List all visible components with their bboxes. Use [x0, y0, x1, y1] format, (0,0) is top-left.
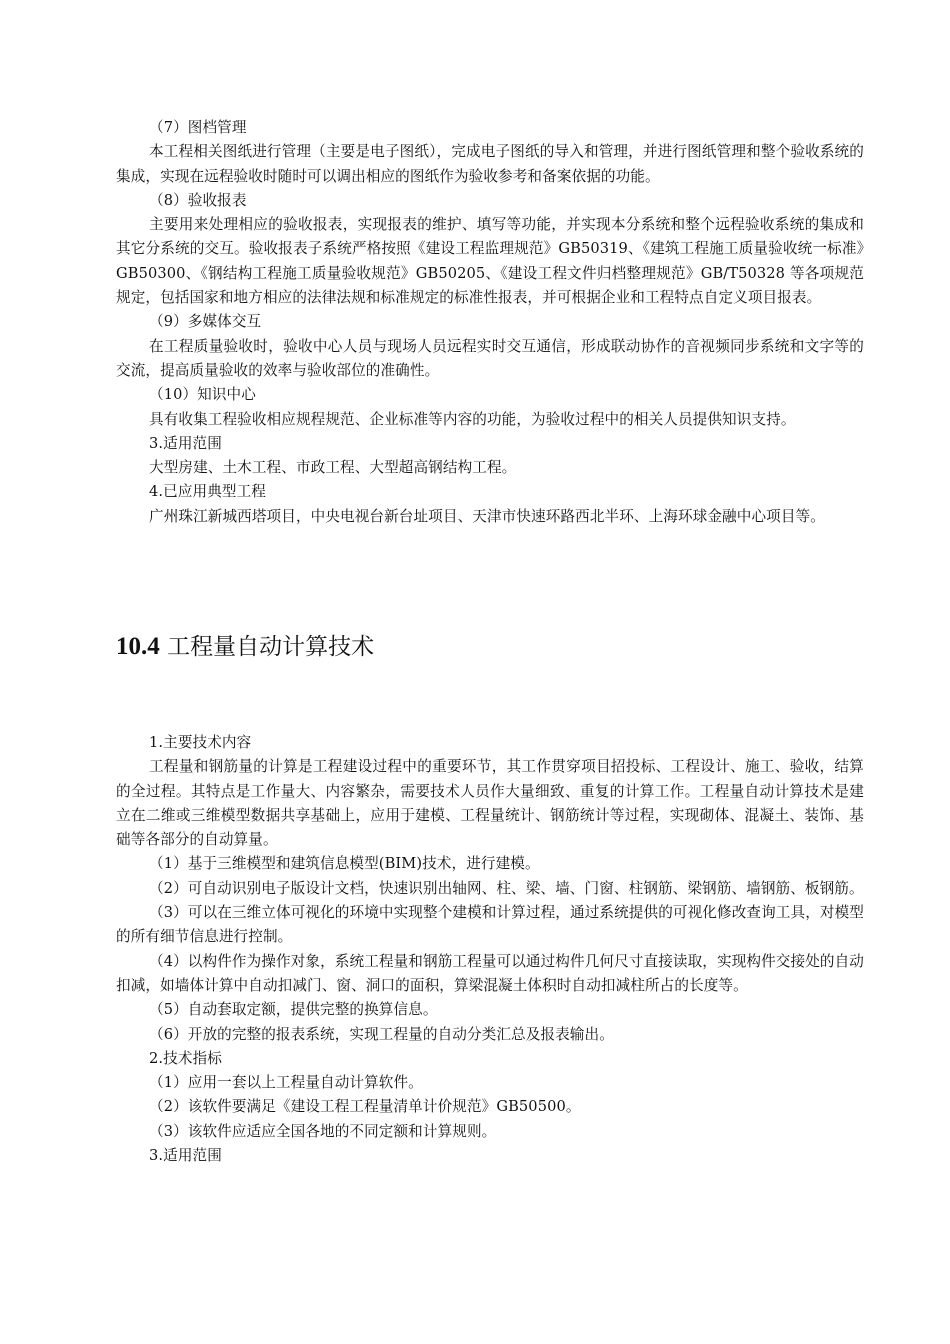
section-heading-number: 10.4 [116, 633, 160, 660]
section-heading [116, 630, 374, 664]
list-item-1: （1）基于三维模型和建筑信息模型(BIM)技术，进行建模。 [149, 855, 540, 873]
paragraph-knowledge-center: 具有收集工程验收相应规程规范、企业标准等内容的功能，为验收过程中的相关人员提供知识支持。 [149, 410, 796, 428]
list-item-5: （5）自动套取定额，提供完整的换算信息。 [149, 1001, 438, 1019]
subheading-knowledge-center: （10）知识中心 [149, 386, 256, 404]
subheading-drawing-management: （7）图档管理 [149, 119, 247, 136]
subheading-main-content: 1.主要技术内容 [149, 734, 252, 751]
subheading-acceptance-report: （8）验收报表 [149, 191, 247, 209]
paragraph-scope: 大型房建、土木工程、市政工程、大型超高钢结构工程。 [149, 459, 517, 477]
subheading-scope-bottom: 3.适用范围 [149, 1147, 222, 1165]
paragraph-typical-projects: 广州珠江新城西塔项目，中央电视台新台址项目、天津市快速环路西北半环、上海环球金融中心项目等。 [149, 507, 825, 525]
list-item-4: （4）以构件作为操作对象，系统工程量和钢筋工程量可以通过构件几何尺寸直接读取，实现构件交接处的自动扣减，如墙体计算中自动扣减门、窗、洞口的面积，算梁混凝土体积时自动扣减柱所占的长度等。 [116, 952, 864, 994]
subheading-scope: 3.适用范围 [149, 434, 222, 452]
section-top [116, 116, 864, 529]
indicator-item-1: （1）应用一套以上工程量自动计算软件。 [149, 1074, 423, 1092]
indicator-item-2: （2）该软件要满足《建设工程工程量清单计价规范》GB50500。 [149, 1098, 581, 1116]
subheading-multimedia-interaction: （9）多媒体交互 [149, 313, 262, 331]
paragraph-multimedia-interaction: 在工程质量验收时，验收中心人员与现场人员远程实时交互通信，形成联动协作的音视频同步系统和文字等的交流，提高质量验收的效率与验收部位的准确性。 [116, 337, 864, 379]
list-item-2: （2）可自动识别电子版设计文档，快速识别出轴网、柱、梁、墙、门窗、柱钢筋、梁钢筋、墙钢筋、板钢筋。 [149, 879, 864, 897]
subheading-typical-projects: 4.已应用典型工程 [149, 483, 266, 501]
subheading-tech-indicators: 2.技术指标 [149, 1049, 222, 1067]
list-item-6: （6）开放的完整的报表系统，实现工程量的自动分类汇总及报表输出。 [149, 1025, 614, 1043]
paragraph-main-content: 工程量和钢筋量的计算是工程建设过程中的重要环节，其工作贯穿项目招投标、工程设计、施工、验收，结算的全过程。其特点是工作量大、内容繁杂，需要技术人员作大量细致、重复的计算工作。工程量自动计算技术是建立在二维或三维模型数据共享基础上，应用于建模、工程量统计、钢筋统计等过程，实现砌体、混凝土、装饰、基础等各部分的自动算量。 [116, 758, 864, 849]
list-item-3: （3）可以在三维立体可视化的环境中实现整个建模和计算过程，通过系统提供的可视化修改查询工具，对模型的所有细节信息进行控制。 [116, 904, 864, 946]
section-bottom [116, 731, 864, 1168]
paragraph-drawing-management: 本工程相关图纸进行管理（主要是电子图纸），完成电子图纸的导入和管理，并进行图纸管理和整个验收系统的集成，实现在远程验收时随时可以调出相应的图纸作为验收参考和备案依据的功能。 [116, 143, 864, 185]
paragraph-acceptance-report: 主要用来处理相应的验收报表，实现报表的维护、填写等功能，并实现本分系统和整个远程验收系统的集成和其它分系统的交互。验收报表子系统严格按照《建设工程监理规范》GB50319、《建筑工程施工质量验收统一标准》GB50300、《钢结构工程施工质量验收规范》GB50205、《建设工程文件归档整理规范》GB/T50328 等各项规范规定，包括国家和地方相应的法律法规和标准规定的标准性报表，并可根据企业和工程特点自定义项目报表。 [116, 216, 864, 307]
section-heading-title: 工程量自动计算技术 [167, 634, 375, 660]
indicator-item-3: （3）该软件应适应全国各地的不同定额和计算规则。 [149, 1122, 497, 1140]
